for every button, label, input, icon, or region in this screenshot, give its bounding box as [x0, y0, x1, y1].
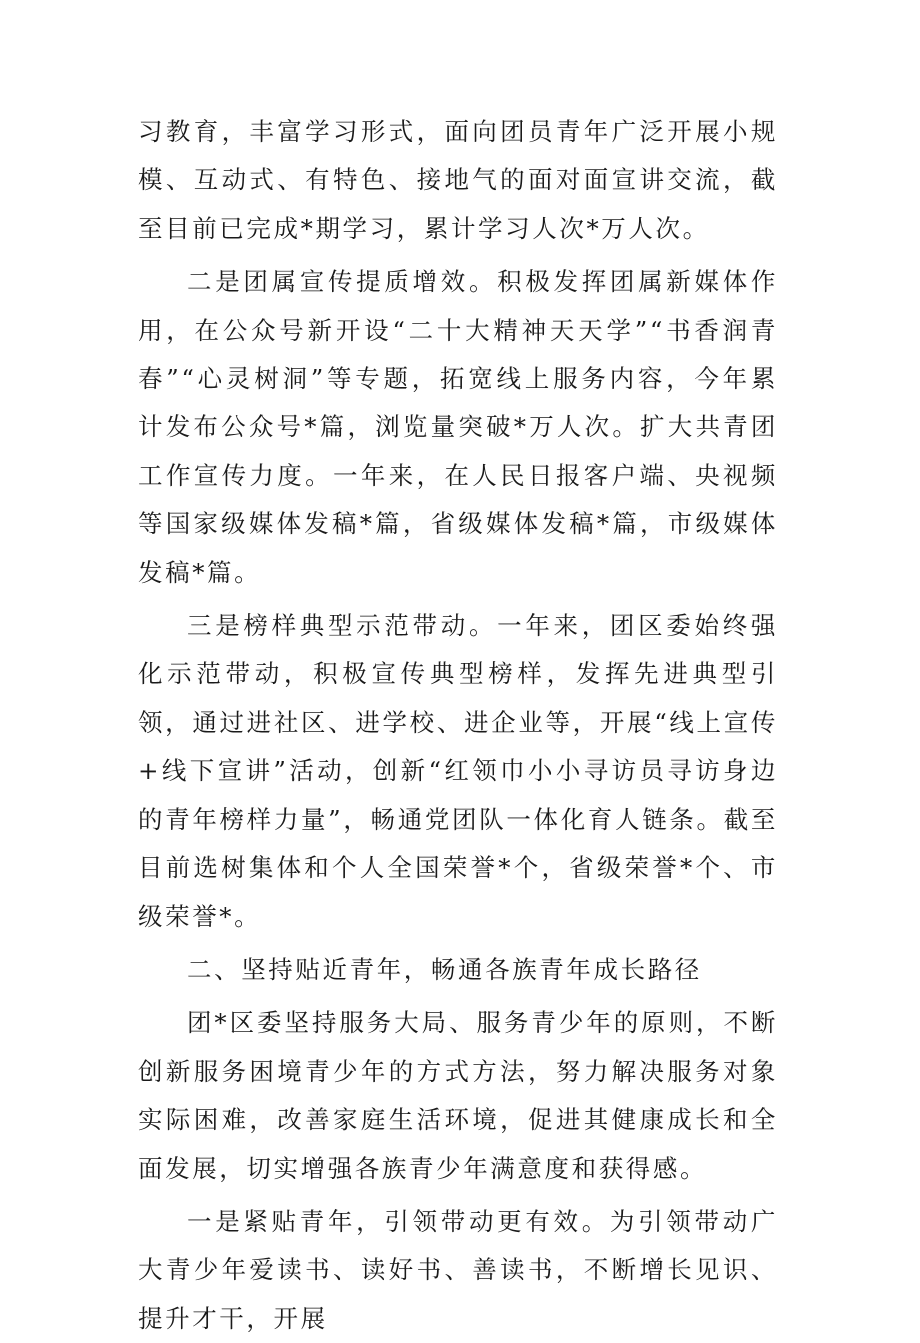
document-body: [138, 108, 778, 1343]
paragraph-service: 团*区委坚持服务大局、服务青少年的原则，不断创新服务困境青少年的方式方法，努力解决服务对象实际困难，改善家庭生活环境，促进其健康成长和全面发展，切实增强各族青少年满意度和获得感。: [138, 1008, 778, 1183]
paragraph-guidance: 一是紧贴青年，引领带动更有效。为引领带动广大青少年爱读书、读好书、善读书，不断增长见识、提升才干，开展: [138, 1206, 778, 1333]
paragraph-continuation: 习教育，丰富学习形式，面向团员青年广泛开展小规模、互动式、有特色、接地气的面对面宣讲交流，截至目前已完成*期学习，累计学习人次*万人次。: [138, 117, 778, 243]
paragraph-publicity: 二是团属宣传提质增效。积极发挥团属新媒体作用，在公众号新开设“二十大精神天天学”“书香润青春”“心灵树洞”等专题，拓宽线上服务内容，今年累计发布公众号*篇，浏览量突破*万人次。扩大共青团工作宣传力度。一年来，在人民日报客户端、央视频等国家级媒体发稿*篇，省级媒体发稿*篇，市级媒体发稿*篇。: [138, 267, 778, 587]
paragraph-role-models: 三是榜样典型示范带动。一年来，团区委始终强化示范带动，积极宣传典型榜样，发挥先进典型引领，通过进社区、进学校、进企业等，开展“线上宣传+线下宣讲”活动，创新“红领巾小小寻访员寻访身边的青年榜样力量”，畅通党团队一体化育人链条。截至目前选树集体和个人全国荣誉*个，省级荣誉*个、市级荣誉*。: [138, 611, 778, 931]
section-heading: 二、坚持贴近青年，畅通各族青年成长路径: [187, 954, 702, 984]
